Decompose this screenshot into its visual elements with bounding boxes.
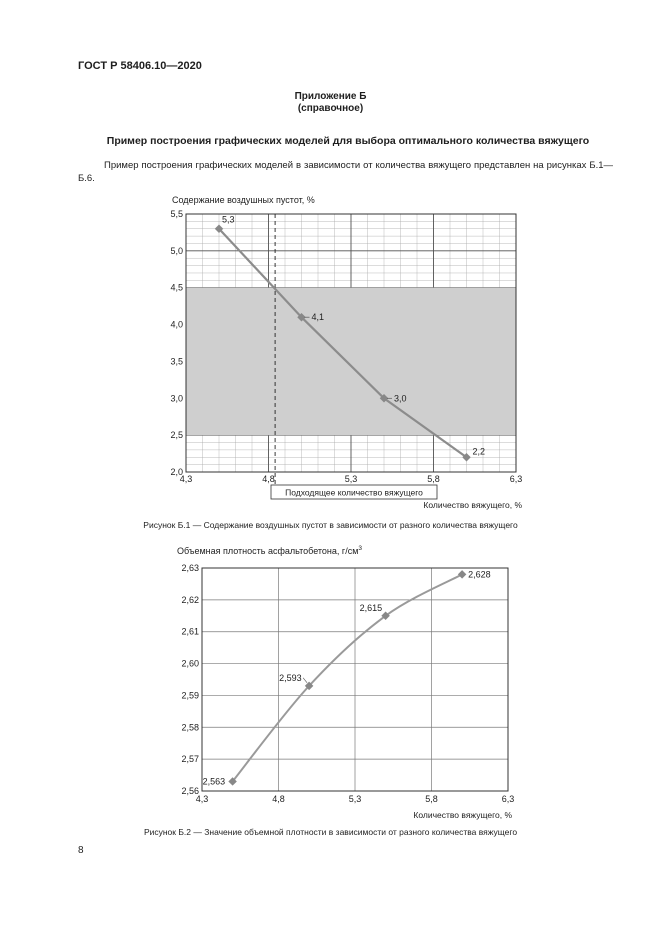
chart2-ylabel: Объемная плотность асфальтобетона, $г/см^3$ [177,545,363,556]
chart1-annotation: Подходящее количество вяжущего [285,487,423,498]
figure-b2-caption: Рисунок Б.2 — Значение объемной плотности в зависимости от разного количества вяжущего [143,827,518,837]
chart2-point-label: 2,593 [279,672,302,683]
chart1-ytick-label: 3,0 [170,393,183,404]
chart2-xtick-label: 5,8 [425,794,438,804]
chart2-xtick-label: 4,3 [195,794,209,804]
chart1-xtick-label: 6,3 [509,474,523,484]
chart1-point-label: 3,0 [394,393,407,404]
section-title: Пример построения графических моделей для выбора оптимального количества вяжущего [106,135,590,147]
chart1-ylabel: Содержание воздушных пустот, % [172,195,315,205]
chart2-ytick-label: 2,57 [181,754,199,765]
chart2-xtick-label: 6,3 [501,794,515,804]
chart2-ytick-label: 2,61 [181,626,199,637]
chart1-ytick-label: 2,5 [170,430,183,441]
appendix-title: Приложение Б [294,91,367,102]
chart2-series [203,569,491,786]
appendix-subtitle: (справочное) [297,103,364,114]
chart2-ytick-label: 2,58 [181,722,199,733]
chart1-point-label: 2,2 [472,446,486,457]
chart1-ytick-label: 5,5 [170,209,183,219]
chart1-ytick-label: 2,0 [170,467,183,477]
chart1-xtick-label: 5,3 [344,474,358,484]
chart2-ytick-label: 2,62 [181,594,199,605]
chart2-xtick-label: 5,3 [348,794,362,804]
chart1-ytick-label: 4,5 [170,282,183,293]
chart1-xtick-label: 5,8 [427,474,440,484]
chart2-point-label: 2,628 [468,569,491,580]
chart2-xlabel: Количество вяжущего, % [413,810,512,820]
chart1-xtick-label: 4,8 [262,474,275,484]
figure-b1-chart [0,185,661,525]
chart2-ytick-label: 2,56 [181,786,199,796]
document-code: ГОСТ Р 58406.10—2020 [78,60,202,72]
chart1-xlabel: Количество вяжущего, % [423,500,522,510]
figure-b2-chart [0,540,661,825]
page-number: 8 [78,845,84,856]
chart2-point-label: 2,615 [359,602,383,613]
chart2-label-leader [303,678,307,683]
chart2-grid [202,568,508,791]
chart1-point-label: 4,1 [311,312,325,323]
chart2-y-ticks [181,563,199,796]
chart1-point-label: 5,3 [222,214,235,225]
chart2-x-ticks [196,794,515,804]
chart2-data-point [458,570,466,578]
figure-b1-caption: Рисунок Б.1 — Содержание воздушных пустот в зависимости от разного количества вяжущего [143,520,518,530]
chart1-shaded-band [186,288,516,435]
chart2-xtick-label: 4,8 [272,794,285,804]
chart2-ytick-label: 2,59 [181,690,199,701]
chart1-ytick-label: 3,5 [170,356,183,367]
chart2-ytick-label: 2,63 [181,563,199,573]
chart1-x-ticks [180,474,523,484]
chart1-ytick-label: 4,0 [170,319,183,330]
chart1-ytick-label: 5,0 [170,245,183,256]
chart2-point-label: 2,563 [202,776,226,787]
chart1-band-rect [186,288,516,435]
chart1-y-ticks [170,209,183,477]
chart2-series-line [233,574,463,781]
chart2-ytick-label: 2,60 [181,658,199,669]
intro-paragraph: Пример построения графических моделей в зависимости от количества вяжущего представлен на рисунках Б.1—Б.6. [78,160,613,184]
chart1-xtick-label: 4,3 [179,474,193,484]
